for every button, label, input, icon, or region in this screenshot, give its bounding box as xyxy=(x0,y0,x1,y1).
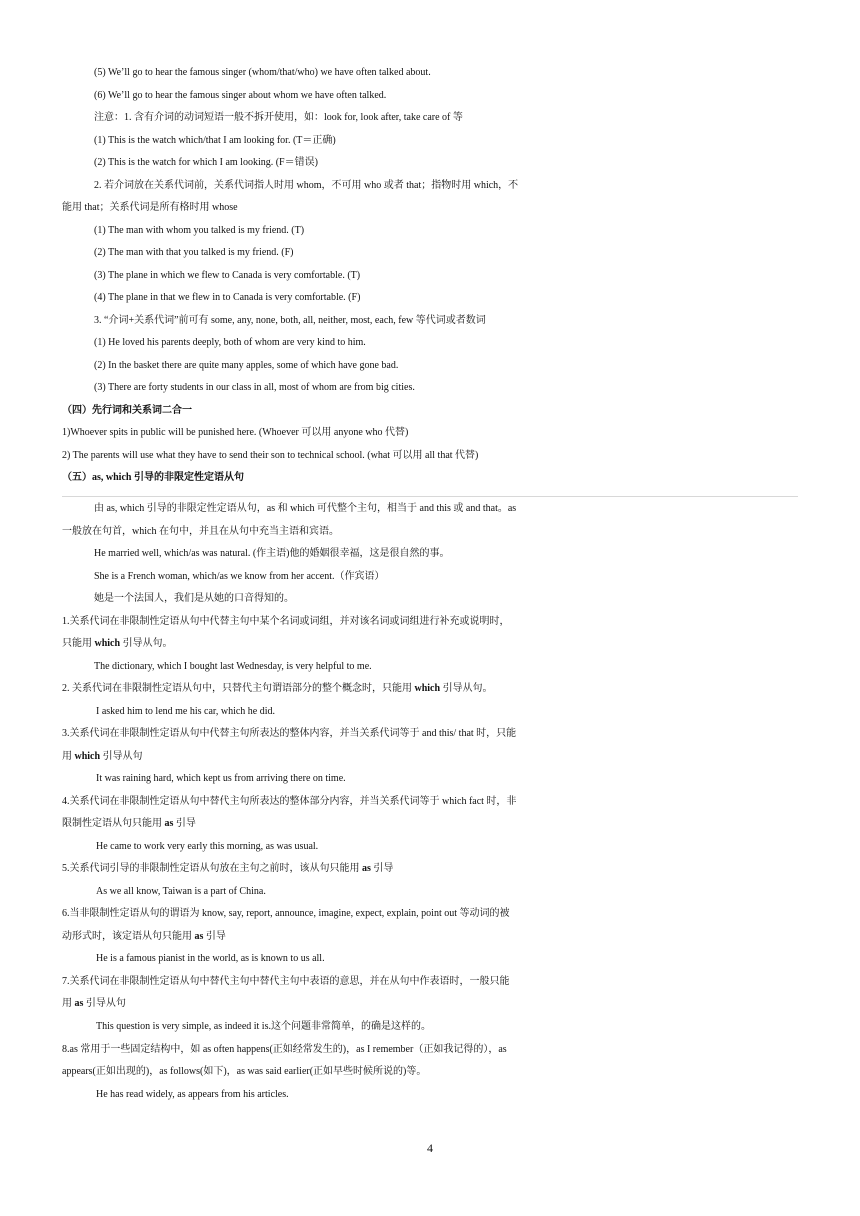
example-line: He came to work very early this morning, as was usual. xyxy=(96,841,319,852)
section-heading: （五）as, which 引导的非限定性定语从句 xyxy=(62,472,244,483)
text-line: 用 which 引导从句 xyxy=(62,751,143,762)
text-line: 动形式时，该定语从句只能用 as 引导 xyxy=(62,931,226,942)
text-line: appears(正如出现的)，as follows(如下)，as was said earlier(正如早些时候所说的)等。 xyxy=(62,1066,427,1077)
text-line: (2) The man with that you talked is my friend. (F) xyxy=(94,247,294,258)
text-line: He married well, which/as was natural. (作主语)他的婚姻很幸福，这是很自然的事。 xyxy=(94,548,450,559)
text-line: (3) There are forty students in our class in all, most of whom are from big cities. xyxy=(94,382,415,393)
text-line: (1) This is the watch which/that I am looking for. (T＝正确) xyxy=(94,135,336,146)
text-line: 7.关系代词在非限制性定语从句中替代主句中替代主句中表语的意思，并在从句中作表语时，一般只能 xyxy=(62,976,510,987)
text-line: 8.as 常用于一些固定结构中，如 as often happens(正如经常发生的)，as I remember（正如我记得的），as xyxy=(62,1044,507,1055)
text-line: (6) We’ll go to hear the famous singer about whom we have often talked. xyxy=(94,90,387,101)
text-line: (1) The man with whom you talked is my friend. (T) xyxy=(94,225,305,236)
text-line: 3.关系代词在非限制性定语从句中代替主句所表达的整体内容，并当关系代词等于 and this/ that 时，只能 xyxy=(62,728,517,739)
text-line: 注意：1. 含有介词的动词短语一般不拆开使用，如：look for, look after, take care of 等 xyxy=(94,112,463,123)
text-line: 2. 关系代词在非限制性定语从句中，只替代主句谓语部分的整个概念时，只能用 which 引导从句。 xyxy=(62,683,493,694)
page-number: 4 xyxy=(427,1141,433,1155)
example-line: He has read widely, as appears from his articles. xyxy=(96,1089,289,1100)
text-line: 她是一个法国人，我们是从她的口音得知的。 xyxy=(94,593,294,604)
text-line: 5.关系代词引导的非限制性定语从句放在主句之前时，该从句只能用 as 引导 xyxy=(62,863,394,874)
example-line: He is a famous pianist in the world, as is known to us all. xyxy=(96,953,325,964)
text-line: 能用 that；关系代词是所有格时用 whose xyxy=(62,202,238,213)
text-line: 2. 若介词放在关系代词前，关系代词指人时用 whom，不可用 who 或者 that；指物时用 which，不 xyxy=(94,180,519,191)
divider-line xyxy=(62,496,798,497)
text-line: She is a French woman, which/as we know from her accent.（作宾语） xyxy=(94,571,385,582)
text-line: (2) In the basket there are quite many apples, some of which have gone bad. xyxy=(94,360,399,371)
section-heading: （四）先行词和关系词二合一 xyxy=(62,405,192,416)
text-line: 一般放在句首，which 在句中，并且在从句中充当主语和宾语。 xyxy=(62,526,339,537)
text-line: 限制性定语从句只能用 as 引导 xyxy=(62,818,196,829)
text-line: (2) This is the watch for which I am looking. (F＝错误) xyxy=(94,157,318,168)
text-line: 3. “介词+关系代词”前可有 some, any, none, both, all, neither, most, each, few 等代词或者数词 xyxy=(94,315,486,326)
text-line: (5) We’ll go to hear the famous singer (whom/that/who) we have often talked about. xyxy=(94,67,431,78)
text-line: 2) The parents will use what they have to send their son to technical school. (what 可以用 all that 代替) xyxy=(62,450,479,461)
text-line: (4) The plane in that we flew in to Canada is very comfortable. (F) xyxy=(94,292,361,303)
example-line: As we all know, Taiwan is a part of China. xyxy=(96,886,266,897)
text-line: (1) He loved his parents deeply, both of whom are very kind to him. xyxy=(94,337,366,348)
text-line: 由 as, which 引导的非限定性定语从句，as 和 which 可代整个主句，相当于 and this 或 and that。as xyxy=(94,503,517,514)
text-line: 1)Whoever spits in public will be punished here. (Whoever 可以用 anyone who 代替) xyxy=(62,427,409,438)
text-line: 1.关系代词在非限制性定语从句中代替主句中某个名词或词组，并对该名词或词组进行补充或说明时， xyxy=(62,616,510,627)
example-line: It was raining hard, which kept us from arriving there on time. xyxy=(96,773,346,784)
text-line: (3) The plane in which we flew to Canada is very comfortable. (T) xyxy=(94,270,361,281)
text-line: 4.关系代词在非限制性定语从句中替代主句所表达的整体部分内容，并当关系代词等于 which fact 时，非 xyxy=(62,796,517,807)
example-line: I asked him to lend me his car, which he did. xyxy=(96,706,275,717)
example-line: This question is very simple, as indeed it is.这个问题非常简单，的确是这样的。 xyxy=(96,1021,431,1032)
text-line: 只能用 which 引导从句。 xyxy=(62,638,173,649)
text-line: 6.当非限制性定语从句的谓语为 know, say, report, announce, imagine, expect, explain, point out 等动词的被 xyxy=(62,908,510,919)
example-line: The dictionary, which I bought last Wednesday, is very helpful to me. xyxy=(94,661,372,672)
text-line: 用 as 引导从句 xyxy=(62,998,126,1009)
